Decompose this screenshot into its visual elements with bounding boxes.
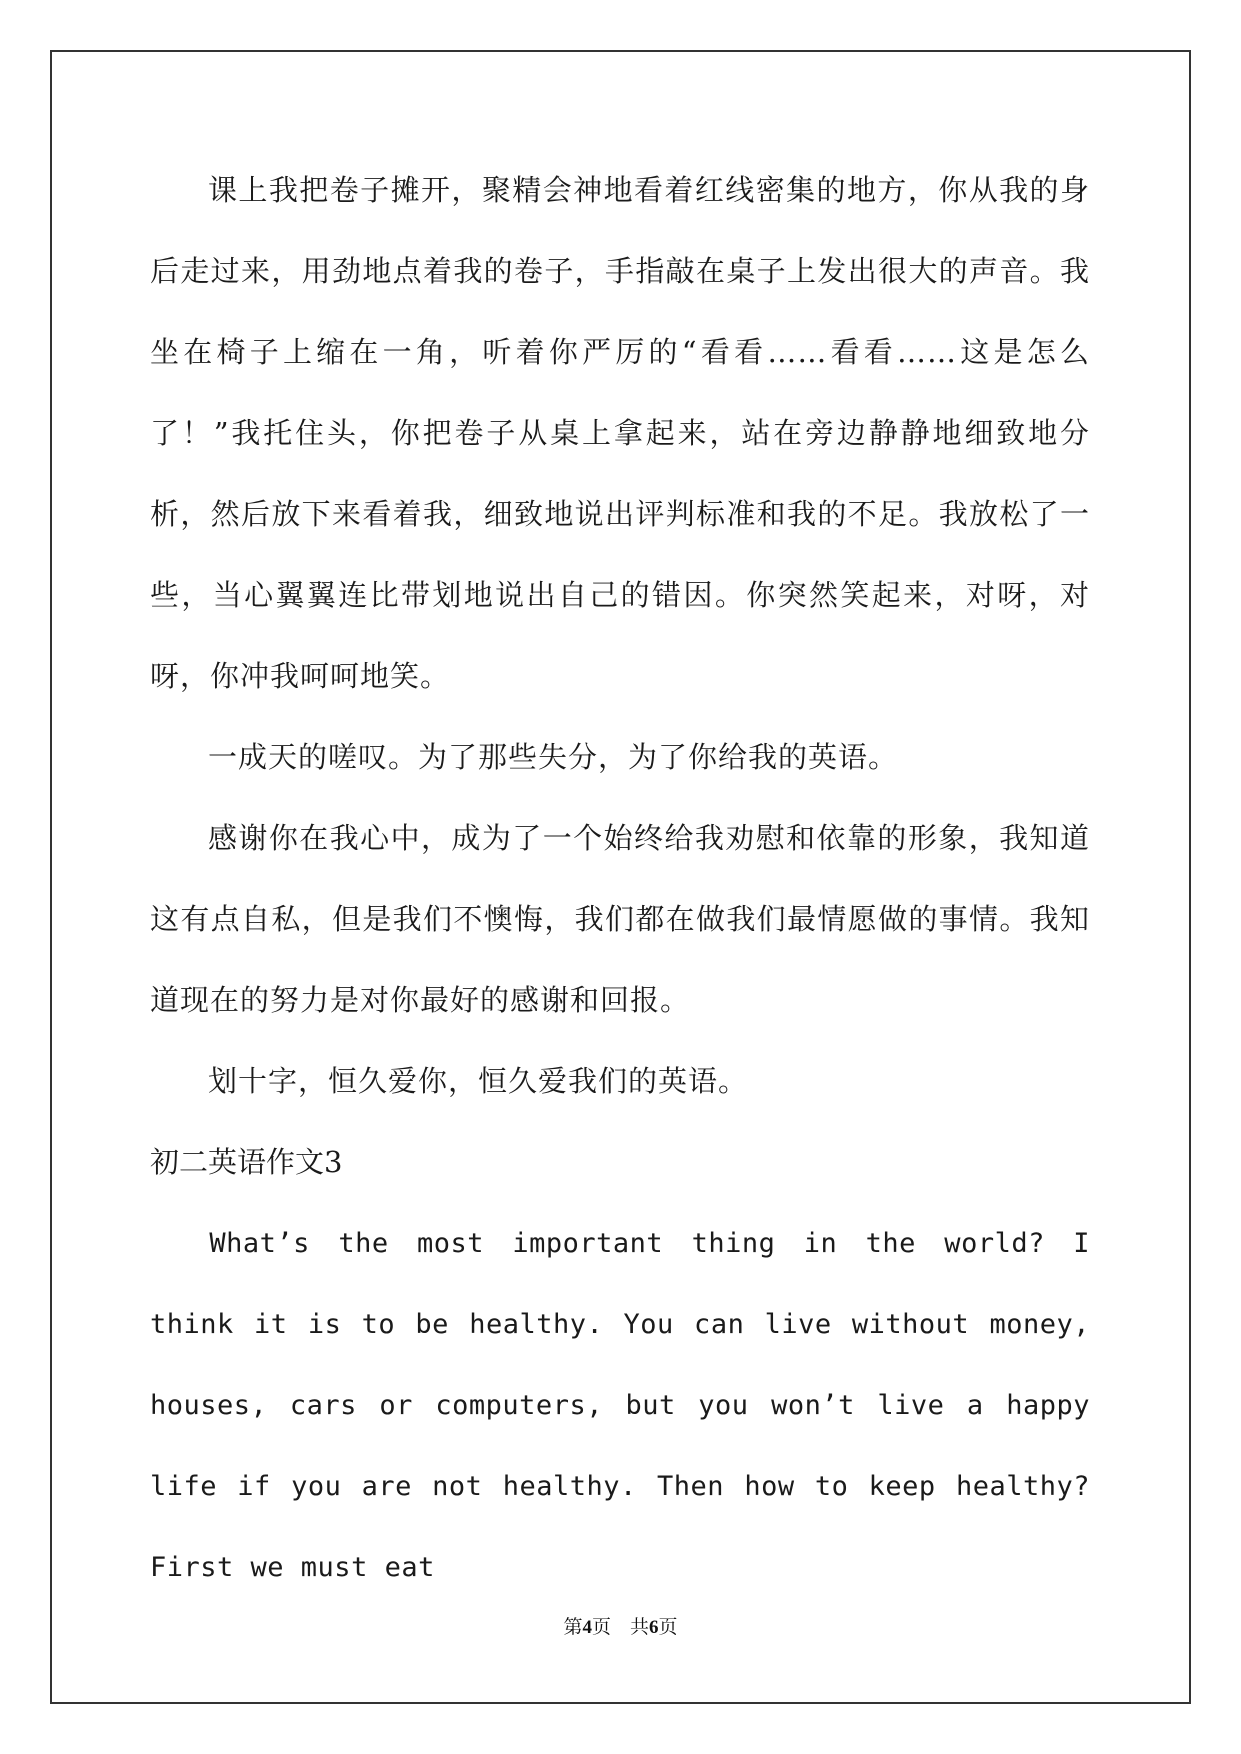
footer-suffix: 页 [658, 1617, 678, 1638]
paragraph: 课上我把卷子摊开，聚精会神地看着红线密集的地方，你从我的身后走过来，用劲地点着我的卷子，手指敲在桌子上发出很大的声音。我坐在椅子上缩在一角，听着你严厉的“看看……看看……这是怎么了！”我托住头，你把卷子从桌上拿起来，站在旁边静静地细致地分析，然后放下来看着我，细致地说出评判标准和我的不足。我放松了一些，当心翼翼连比带划地说出自己的错因。你突然笑起来，对呀，对呀，你冲我呵呵地笑。 [150, 173, 1090, 693]
footer-middle: 页 共 [591, 1617, 649, 1638]
section-heading: 初二英语作文3 [150, 1145, 343, 1179]
total-pages-number: 6 [649, 1617, 659, 1638]
page-footer [0, 1612, 1241, 1639]
footer-prefix: 第 [563, 1617, 583, 1638]
document-body [150, 150, 1090, 1608]
paragraph: 感谢你在我心中，成为了一个始终给我劝慰和依靠的形象，我知道这有点自私，但是我们不懊悔，我们都在做我们最情愿做的事情。我知道现在的努力是对你最好的感谢和回报。 [150, 821, 1090, 1017]
paragraph: 一成天的嗟叹。为了那些失分，为了你给我的英语。 [208, 740, 899, 774]
paragraph: 划十字，恒久爱你，恒久爱我们的英语。 [208, 1064, 749, 1098]
english-paragraph: What’s the most important thing in the world? I think it is to be healthy. You can live without money, houses, cars or computers, but you won’t live a happy life if you are not healthy. Then how to keep healthy? First we must eat [150, 1228, 1090, 1583]
current-page-number: 4 [582, 1617, 592, 1638]
